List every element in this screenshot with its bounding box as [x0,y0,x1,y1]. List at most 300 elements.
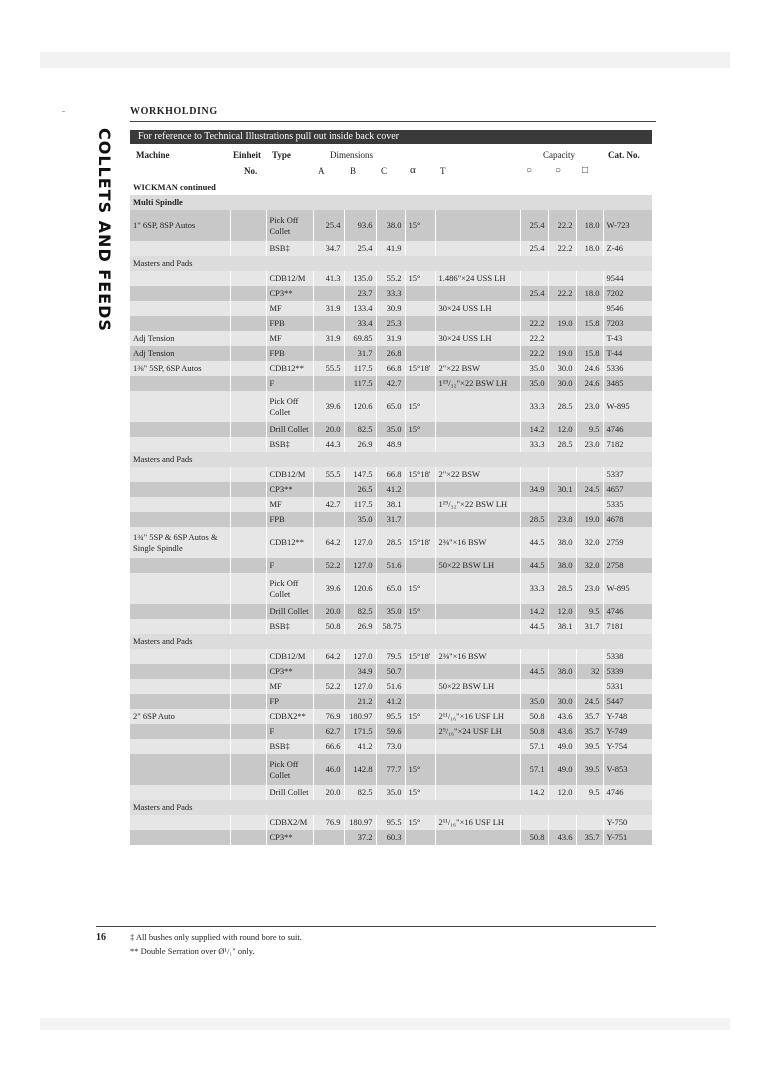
subsection-row [130,195,652,210]
cell-t: 1¹⁹/₃₂"×22 BSW LH [435,376,520,391]
cell-c: 73.0 [376,739,405,754]
col-type: Type [272,150,291,160]
cell-cat: V-853 [603,754,652,785]
cell-c3 [576,815,603,830]
cell-alpha [405,437,435,452]
cell-t: 50×22 BSW LH [435,558,520,573]
cell-c2: 43.6 [548,724,576,739]
cell-c: 41.2 [376,694,405,709]
cell-t [435,316,520,331]
cell-t [435,739,520,754]
cell-alpha [405,619,435,634]
cell-machine: 1¾" 5SP & 6SP Autos & Single Spindle [130,527,230,558]
table-row [130,709,652,724]
cell-machine [130,573,230,604]
cell-a: 20.0 [313,604,344,619]
cell-t: 30×24 USS LH [435,301,520,316]
cell-einheit [230,497,266,512]
cell-cat: Y-748 [603,709,652,724]
cell-t [435,573,520,604]
cell-alpha: 15° [405,785,435,800]
cell-c1: 50.8 [520,830,548,845]
cell-einheit [230,754,266,785]
cell-c: 50.7 [376,664,405,679]
cell-c3: 24.6 [576,361,603,376]
cell-c2: 30.0 [548,361,576,376]
cell-c1: 57.1 [520,739,548,754]
cell-type: Pick Off Collet [266,391,313,422]
table-row [130,361,652,376]
cell-type: CP3** [266,286,313,301]
cell-cat: Y-749 [603,724,652,739]
cell-a [313,694,344,709]
table-row [130,301,652,316]
cell-c: 28.5 [376,527,405,558]
cell-machine [130,785,230,800]
cell-einheit [230,664,266,679]
cell-b: 171.5 [344,724,376,739]
cell-machine [130,467,230,482]
cell-c2 [548,497,576,512]
table-row [130,271,652,286]
cell-machine [130,664,230,679]
cell-a: 34.7 [313,241,344,256]
cell-type: CDB12/M [266,649,313,664]
cell-einheit [230,301,266,316]
cell-c3: 15.8 [576,346,603,361]
cell-t: 2⅜"×16 BSW [435,527,520,558]
subsection-row [130,452,652,467]
cell-c3: 15.8 [576,316,603,331]
cell-alpha: 15° [405,422,435,437]
cell-a: 55.5 [313,467,344,482]
cell-type: CP3** [266,482,313,497]
cell-einheit [230,739,266,754]
cell-machine [130,649,230,664]
cell-type: BSB‡ [266,437,313,452]
cell-c2 [548,815,576,830]
cell-c1: 33.3 [520,573,548,604]
cell-c2 [548,649,576,664]
cell-t [435,437,520,452]
cell-c: 48.9 [376,437,405,452]
cell-t [435,512,520,527]
cell-einheit [230,210,266,241]
cell-c3 [576,497,603,512]
col-machine: Machine [136,150,170,160]
cell-c1 [520,497,548,512]
cell-alpha [405,346,435,361]
cell-alpha [405,724,435,739]
table-row [130,679,652,694]
col-catno: Cat. No. [608,150,640,160]
cell-b: 26.9 [344,437,376,452]
cell-b: 35.0 [344,512,376,527]
col-capacity: Capacity [543,150,575,160]
cell-alpha [405,739,435,754]
cell-cat: 5339 [603,664,652,679]
table-row [130,785,652,800]
cell-c3: 32 [576,664,603,679]
cell-machine [130,619,230,634]
cell-machine [130,815,230,830]
cell-c1: 44.5 [520,527,548,558]
cell-cat: Z-46 [603,241,652,256]
cell-c: 38.1 [376,497,405,512]
cell-type: BSB‡ [266,619,313,634]
cell-alpha: 15°18' [405,649,435,664]
cell-einheit [230,331,266,346]
cell-machine [130,497,230,512]
cell-c2: 22.2 [548,210,576,241]
cell-c1: 34.9 [520,482,548,497]
cell-cat: 5336 [603,361,652,376]
side-title: COLLETS AND FEEDS [95,128,114,332]
cell-alpha: 15° [405,709,435,724]
cell-machine [130,437,230,452]
cell-c2 [548,271,576,286]
cell-machine [130,316,230,331]
cell-c3: 24.6 [576,376,603,391]
table-row [130,527,652,558]
cell-t: 30×24 USS LH [435,331,520,346]
cell-einheit [230,467,266,482]
cell-c2: 49.0 [548,754,576,785]
cell-cat: 4746 [603,604,652,619]
cell-machine [130,604,230,619]
cell-c: 65.0 [376,573,405,604]
cell-c: 41.9 [376,241,405,256]
cell-c3: 9.5 [576,422,603,437]
cell-c: 51.6 [376,679,405,694]
table-row [130,497,652,512]
cell-type: Pick Off Collet [266,754,313,785]
cell-b: 23.7 [344,286,376,301]
cell-c3: 24.5 [576,482,603,497]
cell-c: 26.8 [376,346,405,361]
cell-c2: 38.0 [548,527,576,558]
cell-c: 59.6 [376,724,405,739]
table-row [130,422,652,437]
cell-a: 62.7 [313,724,344,739]
cell-c2: 19.0 [548,346,576,361]
reference-banner: For reference to Technical Illustrations pull out inside back cover [130,130,652,144]
cell-cat: 3485 [603,376,652,391]
cell-einheit [230,724,266,739]
cell-type: Pick Off Collet [266,210,313,241]
cell-t: 2¹¹/₁₆"×16 USF LH [435,709,520,724]
cell-c1: 57.1 [520,754,548,785]
cell-c1: 33.3 [520,437,548,452]
cell-c2 [548,467,576,482]
cell-c2: 12.0 [548,604,576,619]
cell-cat: 7181 [603,619,652,634]
cell-t: 2⁹/₁₆"×24 USF LH [435,724,520,739]
cell-c3: 18.0 [576,210,603,241]
cell-type: Drill Collet [266,604,313,619]
row-label: Masters and Pads [130,256,652,271]
cell-type: BSB‡ [266,739,313,754]
cell-c: 95.5 [376,709,405,724]
cell-machine [130,482,230,497]
cell-c2 [548,301,576,316]
cell-c3 [576,301,603,316]
cell-alpha: 15°18' [405,467,435,482]
cell-b: 26.5 [344,482,376,497]
col-c: C [381,166,388,176]
cell-t [435,241,520,256]
table-row [130,558,652,573]
cell-c2: 12.0 [548,785,576,800]
cell-c3: 39.5 [576,754,603,785]
col-cap-round: ○ [526,165,533,176]
cell-c: 35.0 [376,604,405,619]
cell-c3: 19.0 [576,512,603,527]
cell-type: CDB12/M [266,467,313,482]
cell-a: 76.9 [313,815,344,830]
cell-cat: 5337 [603,467,652,482]
cell-c: 55.2 [376,271,405,286]
cell-machine: 2" 6SP Auto [130,709,230,724]
scan-band-top [40,52,730,68]
subsection-row [130,256,652,271]
cell-a: 31.9 [313,301,344,316]
table-row [130,241,652,256]
cell-c2: 38.1 [548,619,576,634]
cell-einheit [230,649,266,664]
cell-type: FPB [266,512,313,527]
footnote-bushes: ‡ All bushes only supplied with round bore to suit. [130,932,302,942]
cell-alpha [405,497,435,512]
cell-b: 25.4 [344,241,376,256]
cell-c: 66.8 [376,361,405,376]
cell-einheit [230,361,266,376]
col-a: A [318,166,325,176]
cell-t [435,830,520,845]
cell-c1 [520,467,548,482]
cell-machine [130,271,230,286]
cell-machine [130,754,230,785]
cell-machine [130,694,230,709]
cell-cat: 9546 [603,301,652,316]
cell-c2 [548,679,576,694]
cell-machine [130,724,230,739]
cell-type: MF [266,331,313,346]
cell-type: F [266,376,313,391]
cell-c2: 38.0 [548,558,576,573]
table-row [130,286,652,301]
cell-alpha [405,301,435,316]
cell-c3 [576,467,603,482]
cell-c3: 23.0 [576,391,603,422]
cell-cat: 5338 [603,649,652,664]
cell-machine [130,422,230,437]
cell-a [313,316,344,331]
cell-t [435,785,520,800]
cell-a: 31.9 [313,331,344,346]
cell-einheit [230,422,266,437]
cell-c3: 23.0 [576,437,603,452]
cell-c2: 30.0 [548,694,576,709]
cell-b: 142.8 [344,754,376,785]
cell-type: Drill Collet [266,422,313,437]
col-t: T [440,166,446,176]
cell-machine: Adj Tension [130,331,230,346]
cell-cat: 5335 [603,497,652,512]
cell-alpha: 15° [405,604,435,619]
cell-machine [130,286,230,301]
table-row [130,694,652,709]
cell-einheit [230,527,266,558]
table-row [130,512,652,527]
cell-einheit [230,558,266,573]
cell-alpha [405,376,435,391]
cell-a [313,346,344,361]
cell-c1: 25.4 [520,286,548,301]
cell-c1: 35.0 [520,694,548,709]
cell-machine [130,512,230,527]
col-b: B [350,166,357,176]
col-no: No. [244,166,258,176]
cell-c2: 28.5 [548,391,576,422]
cell-a: 64.2 [313,649,344,664]
cell-alpha [405,286,435,301]
cell-a: 25.4 [313,210,344,241]
table-row [130,346,652,361]
table-row [130,664,652,679]
cell-c3: 24.5 [576,694,603,709]
cell-a [313,830,344,845]
cell-c1: 44.5 [520,619,548,634]
cell-alpha [405,664,435,679]
cell-t: 1¹⁹/₃₂"×22 BSW LH [435,497,520,512]
table-row [130,391,652,422]
cell-c3: 9.5 [576,785,603,800]
cell-t [435,664,520,679]
cell-c1: 25.4 [520,241,548,256]
cell-cat: W-723 [603,210,652,241]
cell-c1: 14.2 [520,604,548,619]
cell-c: 31.7 [376,512,405,527]
cell-c: 65.0 [376,391,405,422]
cell-cat: W-895 [603,573,652,604]
cell-a: 64.2 [313,527,344,558]
section-heading-row [130,180,652,195]
page-number: 16 [96,932,106,943]
cell-einheit [230,286,266,301]
cell-einheit [230,512,266,527]
cell-c3: 9.5 [576,604,603,619]
cell-b: 26.9 [344,619,376,634]
cell-b: 180.97 [344,709,376,724]
cell-c2: 12.0 [548,422,576,437]
cell-b: 127.0 [344,527,376,558]
cell-c2: 22.2 [548,241,576,256]
cell-c: 77.7 [376,754,405,785]
col-cap-hex: ○ [555,165,562,176]
collet-table [130,180,653,845]
cell-c1: 14.2 [520,785,548,800]
cell-machine [130,376,230,391]
footnote-serration: ** Double Serration over Ø¹/₁" only. [130,946,255,956]
table-row [130,467,652,482]
cell-a: 42.7 [313,497,344,512]
cell-einheit [230,271,266,286]
cell-type: F [266,558,313,573]
cell-c1: 44.5 [520,664,548,679]
cell-machine [130,830,230,845]
cell-alpha: 15°18' [405,527,435,558]
cell-c1 [520,815,548,830]
cell-a: 50.8 [313,619,344,634]
cell-cat: Y-751 [603,830,652,845]
table-row [130,830,652,845]
cell-a [313,286,344,301]
cell-c: 95.5 [376,815,405,830]
cell-alpha [405,694,435,709]
cell-a: 39.6 [313,391,344,422]
cell-c1: 35.0 [520,376,548,391]
cell-type: FPB [266,316,313,331]
cell-type: FP [266,694,313,709]
section-header: WORKHOLDING [130,106,218,117]
cell-type: FPB [266,346,313,361]
cell-t [435,482,520,497]
cell-b: 33.4 [344,316,376,331]
cell-b: 82.5 [344,422,376,437]
cell-einheit [230,785,266,800]
cell-einheit [230,619,266,634]
scan-mark [62,111,65,112]
cell-c1: 35.0 [520,361,548,376]
cell-b: 147.5 [344,467,376,482]
cell-t: 2"×22 BSW [435,467,520,482]
cell-type: Pick Off Collet [266,573,313,604]
cell-c1: 50.8 [520,709,548,724]
cell-t [435,210,520,241]
cell-b: 21.2 [344,694,376,709]
cell-t [435,286,520,301]
cell-c3 [576,331,603,346]
cell-a: 55.5 [313,361,344,376]
cell-cat: 4746 [603,422,652,437]
cell-machine: 1" 6SP, 8SP Autos [130,210,230,241]
cell-a: 46.0 [313,754,344,785]
table-row [130,754,652,785]
cell-c2: 49.0 [548,739,576,754]
cell-cat: Y-754 [603,739,652,754]
subsection-row [130,800,652,815]
cell-a: 41.3 [313,271,344,286]
cell-c1 [520,679,548,694]
cell-type: CDB12** [266,527,313,558]
cell-type: CDBX2** [266,709,313,724]
cell-t: 2⅜"×16 BSW [435,649,520,664]
table-row [130,437,652,452]
cell-machine [130,679,230,694]
cell-einheit [230,573,266,604]
cell-cat: 2759 [603,527,652,558]
cell-c1: 25.4 [520,210,548,241]
cell-c1: 44.5 [520,558,548,573]
cell-c: 79.5 [376,649,405,664]
cell-c: 31.9 [376,331,405,346]
col-cap-square: □ [582,165,589,176]
cell-alpha: 15°18' [405,361,435,376]
row-label: Masters and Pads [130,634,652,649]
row-label: Masters and Pads [130,452,652,467]
cell-einheit [230,694,266,709]
